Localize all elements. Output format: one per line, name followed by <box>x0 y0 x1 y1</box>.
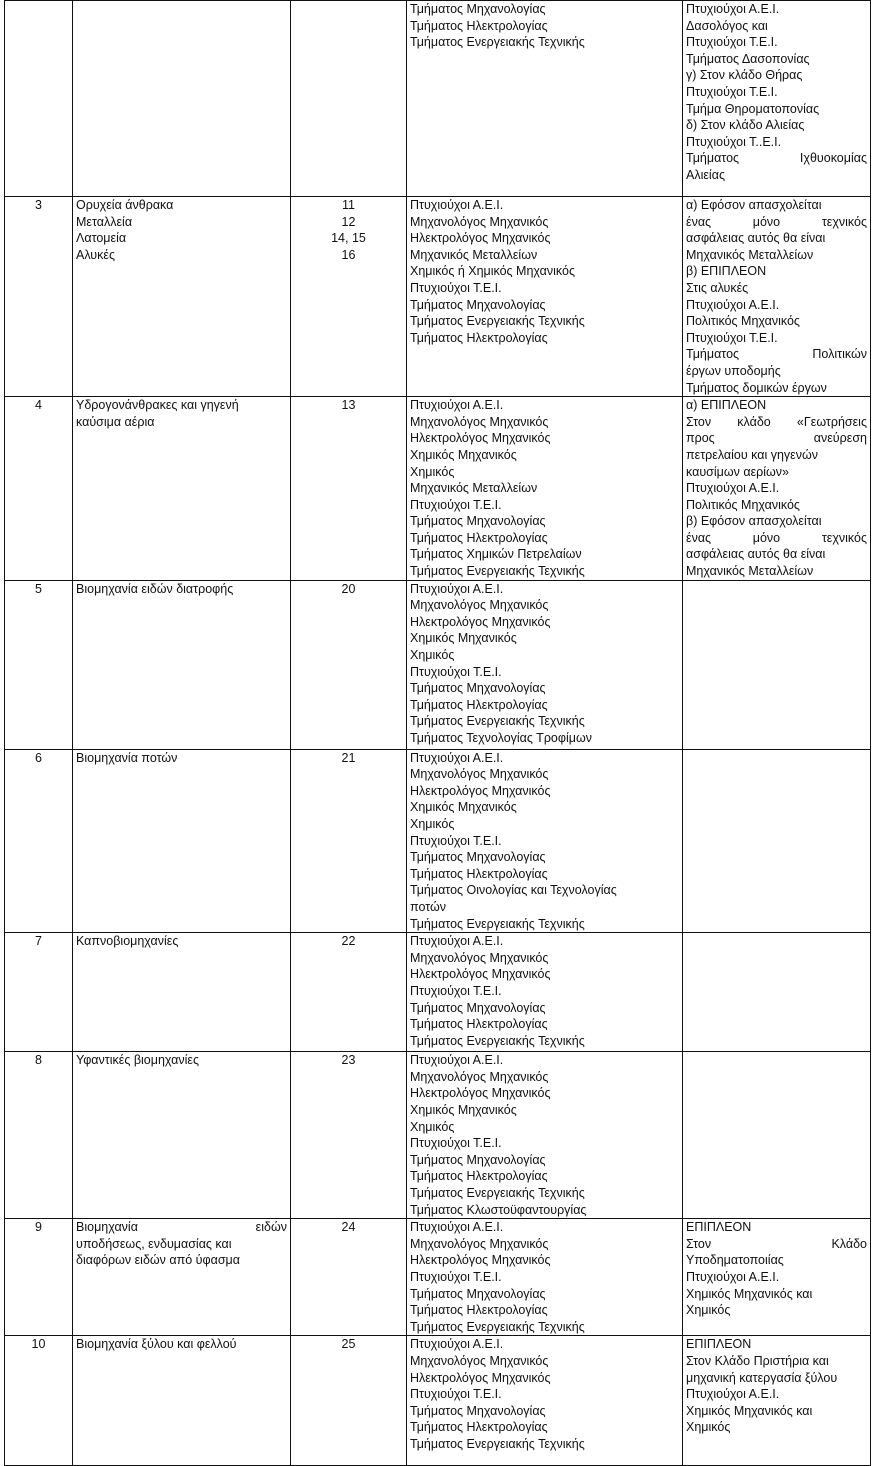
sector-cell <box>73 197 291 397</box>
additional-line: Τμήματος Πολιτικών <box>686 347 867 362</box>
code-cell <box>291 749 407 933</box>
specialty-line: Μηχανολόγος Μηχανικός <box>410 214 549 229</box>
sector-cell <box>73 1052 291 1219</box>
specialty-line: Ηλεκτρολόγος Μηχανικός <box>410 431 551 446</box>
specialty-line: Τμήματος Ενεργειακής Τεχνικής <box>410 564 585 579</box>
specialty-line: Τμήματος Μηχανολογίας <box>410 1000 546 1015</box>
specialty-line: Τμήματος Ηλεκτρολογίας <box>410 330 548 345</box>
additional-line: ΕΠΙΠΛΕΟΝ <box>686 1337 752 1352</box>
additional-line: Χημικός Μηχανικός και <box>686 1286 813 1301</box>
specialty-line: Μηχανολόγος Μηχανικός <box>410 767 549 782</box>
additional-line: Χημικός <box>686 1420 731 1435</box>
additional-line: προς ανεύρεση <box>686 431 867 446</box>
specialty-line: Τμήματος Κλωστοϋφαντουργίας <box>410 1202 587 1217</box>
additional-line: Στον Κλάδο <box>686 1236 867 1251</box>
row-number-text: 10 <box>31 1337 46 1352</box>
specialty-line: Χημικός ή Χημικός Μηχανικός <box>410 264 575 279</box>
table-row <box>5 1336 871 1466</box>
sector-line: Ορυχεία άνθρακα <box>76 198 174 212</box>
specialty-line: Πτυχιούχοι Τ.Ε.Ι. <box>410 1269 502 1284</box>
additional-line: Πτυχιούχοι Τ..Ε.Ι. <box>686 134 782 149</box>
additional-line: Στον Κλάδο Πριστήρια και <box>686 1353 829 1368</box>
additional-cell <box>683 1 871 197</box>
specialty-line: Τμήματος Ενεργειακής Τεχνικής <box>410 916 585 931</box>
additional-line: ασφάλειας αυτός θα είναι <box>686 231 826 246</box>
specialties-cell <box>407 1052 683 1219</box>
additional-line: Πτυχιούχοι Τ.Ε.Ι. <box>686 84 778 99</box>
specialty-line: Τμήματος Ηλεκτρολογίας <box>410 1303 548 1318</box>
sector-cell <box>73 933 291 1052</box>
code-line: 13 <box>341 398 356 413</box>
specialties-cell <box>407 1336 683 1466</box>
specialty-line: Τμήματος Ηλεκτρολογίας <box>410 866 548 881</box>
code-line: 21 <box>341 750 356 765</box>
code-cell <box>291 1052 407 1219</box>
table-row <box>5 197 871 397</box>
sector-line: Μεταλλεία <box>76 214 133 229</box>
additional-line: Τμήματος Δασοπονίας <box>686 51 810 66</box>
code-cell <box>291 1 407 197</box>
additional-cell <box>683 197 871 397</box>
specialty-line: Ηλεκτρολόγος Μηχανικός <box>410 967 551 982</box>
additional-cell <box>683 1219 871 1336</box>
specialties-cell <box>407 749 683 933</box>
additional-cell <box>683 1052 871 1219</box>
document-table <box>4 0 871 1466</box>
row-number-text: 7 <box>35 934 42 949</box>
specialty-line: Πτυχιούχοι Τ.Ε.Ι. <box>410 664 502 679</box>
specialty-line: Ηλεκτρολόγος Μηχανικός <box>410 1370 551 1385</box>
sector-line: καύσιμα αέρια <box>76 414 155 429</box>
specialty-line: Μηχανολόγος Μηχανικός <box>410 1236 549 1251</box>
specialty-line: Χημικός Μηχανικός <box>410 1102 517 1117</box>
sector-line: Υφαντικές βιομηχανίες <box>76 1053 199 1068</box>
additional-line: καυσίμων αερίων» <box>686 464 789 479</box>
code-line: 23 <box>341 1053 356 1068</box>
specialty-line: ποτών <box>410 900 446 914</box>
specialty-line: Τμήματος Ηλεκτρολογίας <box>410 1420 548 1435</box>
additional-cell <box>683 397 871 581</box>
sector-cell <box>73 397 291 581</box>
specialty-line: Μηχανολόγος Μηχανικός <box>410 1353 549 1368</box>
code-cell <box>291 580 407 749</box>
code-line: 14, 15 <box>331 231 366 246</box>
specialty-line: Τμήματος Ενεργειακής Τεχνικής <box>410 35 585 50</box>
code-line: 16 <box>341 247 356 262</box>
code-cell <box>291 197 407 397</box>
specialty-line: Τμήματος Ηλεκτρολογίας <box>410 697 548 712</box>
specialty-line: Τμήματος Ενεργειακής Τεχνικής <box>410 1185 585 1200</box>
specialty-line: Τμήματος Ηλεκτρολογίας <box>410 1169 548 1184</box>
additional-line: Πτυχιούχοι Α.Ε.Ι. <box>686 1387 780 1402</box>
specialty-line: Χημικός <box>410 648 455 663</box>
code-line: 22 <box>341 934 356 949</box>
specialty-line: Μηχανολόγος Μηχανικός <box>410 414 549 429</box>
table-row <box>5 1052 871 1219</box>
sector-cell <box>73 749 291 933</box>
row-number <box>5 580 73 749</box>
additional-line: β) Εφόσον απασχολείται <box>686 514 822 529</box>
sector-line: Βιομηχανία ειδών διατροφής <box>76 581 234 596</box>
table-row <box>5 749 871 933</box>
specialty-line: Πτυχιούχοι Α.Ε.Ι. <box>410 198 504 212</box>
row-number <box>5 749 73 933</box>
specialty-line: Ηλεκτρολόγος Μηχανικός <box>410 1253 551 1268</box>
specialties-cell <box>407 1219 683 1336</box>
specialty-line: Μηχανολόγος Μηχανικός <box>410 598 549 613</box>
specialty-line: Πτυχιούχοι Α.Ε.Ι. <box>410 1220 504 1235</box>
code-line: 24 <box>341 1220 356 1235</box>
row-number <box>5 197 73 397</box>
specialties-cell <box>407 197 683 397</box>
row-number-text: 9 <box>35 1220 42 1235</box>
specialty-line: Τμήματος Ενεργειακής Τεχνικής <box>410 1319 585 1334</box>
additional-line: α) ΕΠΙΠΛΕΟΝ <box>686 398 767 413</box>
table-row <box>5 580 871 749</box>
additional-line: α) Εφόσον απασχολείται <box>686 198 822 212</box>
additional-line: Δασολόγος και <box>686 18 768 33</box>
row-number <box>5 933 73 1052</box>
specialties-cell <box>407 1 683 197</box>
specialty-line: Τμήματος Οινολογίας και Τεχνολογίας <box>410 883 617 898</box>
additional-line: Πτυχιούχοι Α.Ε.Ι. <box>686 2 780 16</box>
specialty-line: Τμήματος Ενεργειακής Τεχνικής <box>410 1033 585 1048</box>
specialty-line: Πτυχιούχοι Τ.Ε.Ι. <box>410 1136 502 1151</box>
specialty-line: Πτυχιούχοι Α.Ε.Ι. <box>410 934 504 949</box>
specialty-line: Μηχανολόγος Μηχανικός <box>410 950 549 965</box>
sector-line: Βιομηχανία ποτών <box>76 750 178 765</box>
code-cell <box>291 933 407 1052</box>
additional-line: πετρελαίου και γηγενών <box>686 447 819 462</box>
specialty-line: Μηχανικός Μεταλλείων <box>410 247 538 262</box>
additional-line: Χημικός Μηχανικός και <box>686 1403 813 1418</box>
specialty-line: Πτυχιούχοι Τ.Ε.Ι. <box>410 833 502 848</box>
code-cell <box>291 1219 407 1336</box>
specialty-line: Χημικός Μηχανικός <box>410 631 517 646</box>
sector-cell <box>73 1336 291 1466</box>
specialty-line: Τμήματος Μηχανολογίας <box>410 1403 546 1418</box>
sector-line: Λατομεία <box>76 231 127 246</box>
additional-line: Υποδηματοποιίας <box>686 1253 784 1268</box>
additional-line: Πτυχιούχοι Τ.Ε.Ι. <box>686 330 778 345</box>
specialty-line: Πτυχιούχοι Τ.Ε.Ι. <box>410 497 502 512</box>
specialty-line: Πτυχιούχοι Α.Ε.Ι. <box>410 581 504 596</box>
table-row <box>5 397 871 581</box>
additional-line: Πτυχιούχοι Α.Ε.Ι. <box>686 1269 780 1284</box>
row-number <box>5 397 73 581</box>
additional-line: Πτυχιούχοι Τ.Ε.Ι. <box>686 35 778 50</box>
additional-line: μηχανική κατεργασία ξύλου <box>686 1370 838 1385</box>
code-line: 25 <box>341 1337 356 1352</box>
specialty-line: Τμήματος Χημικών Πετρελαίων <box>410 547 582 562</box>
code-line: 20 <box>341 581 356 596</box>
additional-line: έργων υποδομής <box>686 363 781 378</box>
code-cell <box>291 1336 407 1466</box>
row-number <box>5 1219 73 1336</box>
row-number-text: 5 <box>35 581 42 596</box>
table-row <box>5 1219 871 1336</box>
additional-cell <box>683 749 871 933</box>
specialty-line: Τμήματος Μηχανολογίας <box>410 681 546 696</box>
additional-line: γ) Στον κλάδο Θήρας <box>686 68 803 83</box>
specialty-line: Πτυχιούχοι Α.Ε.Ι. <box>410 1337 504 1352</box>
specialty-line: Μηχανολόγος Μηχανικός <box>410 1069 549 1084</box>
additional-line: Χημικός <box>686 1303 731 1318</box>
code-line: 12 <box>341 214 356 229</box>
additional-line: Στις αλυκές <box>686 280 749 295</box>
specialty-line: Πτυχιούχοι Α.Ε.Ι. <box>410 1053 504 1068</box>
row-number <box>5 1 73 197</box>
code-line: 11 <box>342 198 355 212</box>
specialty-line: Τμήματος Τεχνολογίας Τροφίμων <box>410 731 592 745</box>
additional-line: Πολιτικός Μηχανικός <box>686 314 800 329</box>
specialty-line: Χημικός <box>410 1119 455 1134</box>
specialty-line: Τμήματος Ηλεκτρολογίας <box>410 18 548 33</box>
specialty-line: Τμήματος Ηλεκτρολογίας <box>410 530 548 545</box>
specialty-line: Χημικός Μηχανικός <box>410 800 517 815</box>
specialty-line: Πτυχιούχοι Α.Ε.Ι. <box>410 750 504 765</box>
specialty-line: Χημικός <box>410 817 455 832</box>
specialty-line: Τμήματος Μηχανολογίας <box>410 297 546 312</box>
additional-line: Τμήμα Θηροματοπονίας <box>686 101 820 116</box>
specialty-line: Τμήματος Μηχανολογίας <box>410 2 546 16</box>
specialty-line: Τμήματος Ενεργειακής Τεχνικής <box>410 714 585 729</box>
sector-line: διαφόρων ειδών από ύφασμα <box>76 1253 240 1268</box>
specialty-line: Τμήματος Ηλεκτρολογίας <box>410 1017 548 1032</box>
specialty-line: Ηλεκτρολόγος Μηχανικός <box>410 783 551 798</box>
table-row <box>5 933 871 1052</box>
row-number-text: 6 <box>35 750 42 765</box>
row-number <box>5 1336 73 1466</box>
specialty-line: Χημικός Μηχανικός <box>410 447 517 462</box>
additional-line: δ) Στον κλάδο Αλιείας <box>686 118 805 133</box>
sector-line: Βιομηχανία ξύλου και φελλού <box>76 1337 237 1352</box>
additional-cell <box>683 933 871 1052</box>
specialty-line: Τμήματος Μηχανολογίας <box>410 850 546 865</box>
additional-line: Μηχανικός Μεταλλείων <box>686 247 814 262</box>
specialty-line: Τμήματος Ενεργειακής Τεχνικής <box>410 314 585 329</box>
sector-line: Βιομηχανία ειδών <box>76 1220 287 1235</box>
specialties-cell <box>407 397 683 581</box>
specialty-line: Ηλεκτρολόγος Μηχανικός <box>410 231 551 246</box>
specialty-line: Μηχανικός Μεταλλείων <box>410 481 538 496</box>
specialty-line: Πτυχιούχοι Τ.Ε.Ι. <box>410 983 502 998</box>
sector-line: Υδρογονάνθρακες και γηγενή <box>76 398 239 413</box>
specialty-line: Τμήματος Μηχανολογίας <box>410 1152 546 1167</box>
table-body <box>5 1 871 1466</box>
specialty-line: Τμήματος Ενεργειακής Τεχνικής <box>410 1436 585 1451</box>
additional-line: Πτυχιούχοι Α.Ε.Ι. <box>686 481 780 496</box>
row-number-text: 3 <box>35 198 42 212</box>
additional-line: Τμήματος Ιχθυοκομίας <box>686 151 867 166</box>
additional-cell <box>683 1336 871 1466</box>
sector-line: υποδήσεως, ενδυμασίας και <box>76 1236 232 1251</box>
additional-line: Πολιτικός Μηχανικός <box>686 497 800 512</box>
sector-cell <box>73 1219 291 1336</box>
row-number-text: 4 <box>35 398 42 413</box>
additional-line: Πτυχιούχοι Α.Ε.Ι. <box>686 297 780 312</box>
sector-line: Αλυκές <box>76 247 115 262</box>
sector-cell <box>73 580 291 749</box>
specialty-line: Πτυχιούχοι Α.Ε.Ι. <box>410 398 504 413</box>
sector-line: Καπνοβιομηχανίες <box>76 934 179 949</box>
additional-line: β) ΕΠΙΠΛΕΟΝ <box>686 264 767 279</box>
specialties-cell <box>407 580 683 749</box>
additional-line: Μηχανικός Μεταλλείων <box>686 564 814 579</box>
specialty-line: Τμήματος Μηχανολογίας <box>410 1286 546 1301</box>
specialty-line: Χημικός <box>410 464 455 479</box>
additional-cell <box>683 580 871 749</box>
specialty-line: Ηλεκτρολόγος Μηχανικός <box>410 614 551 629</box>
additional-line: ένας μόνο τεχνικός <box>686 214 867 229</box>
additional-line: ασφάλειας αυτός θα είναι <box>686 547 826 562</box>
additional-line: Τμήματος δομικών έργων <box>686 380 827 395</box>
additional-line: ΕΠΙΠΛΕΟΝ <box>686 1220 752 1235</box>
specialty-line: Πτυχιούχοι Τ.Ε.Ι. <box>410 280 502 295</box>
sector-cell <box>73 1 291 197</box>
table-row <box>5 1 871 197</box>
specialty-line: Πτυχιούχοι Τ.Ε.Ι. <box>410 1387 502 1402</box>
specialty-line: Ηλεκτρολόγος Μηχανικός <box>410 1086 551 1101</box>
additional-line: Αλιείας <box>686 167 725 182</box>
row-number-text: 8 <box>35 1053 42 1068</box>
code-cell <box>291 397 407 581</box>
specialties-cell <box>407 933 683 1052</box>
row-number <box>5 1052 73 1219</box>
additional-line: Στον κλάδο «Γεωτρήσεις <box>686 414 867 429</box>
additional-line: ένας μόνο τεχνικός <box>686 530 867 545</box>
specialty-line: Τμήματος Μηχανολογίας <box>410 514 546 529</box>
